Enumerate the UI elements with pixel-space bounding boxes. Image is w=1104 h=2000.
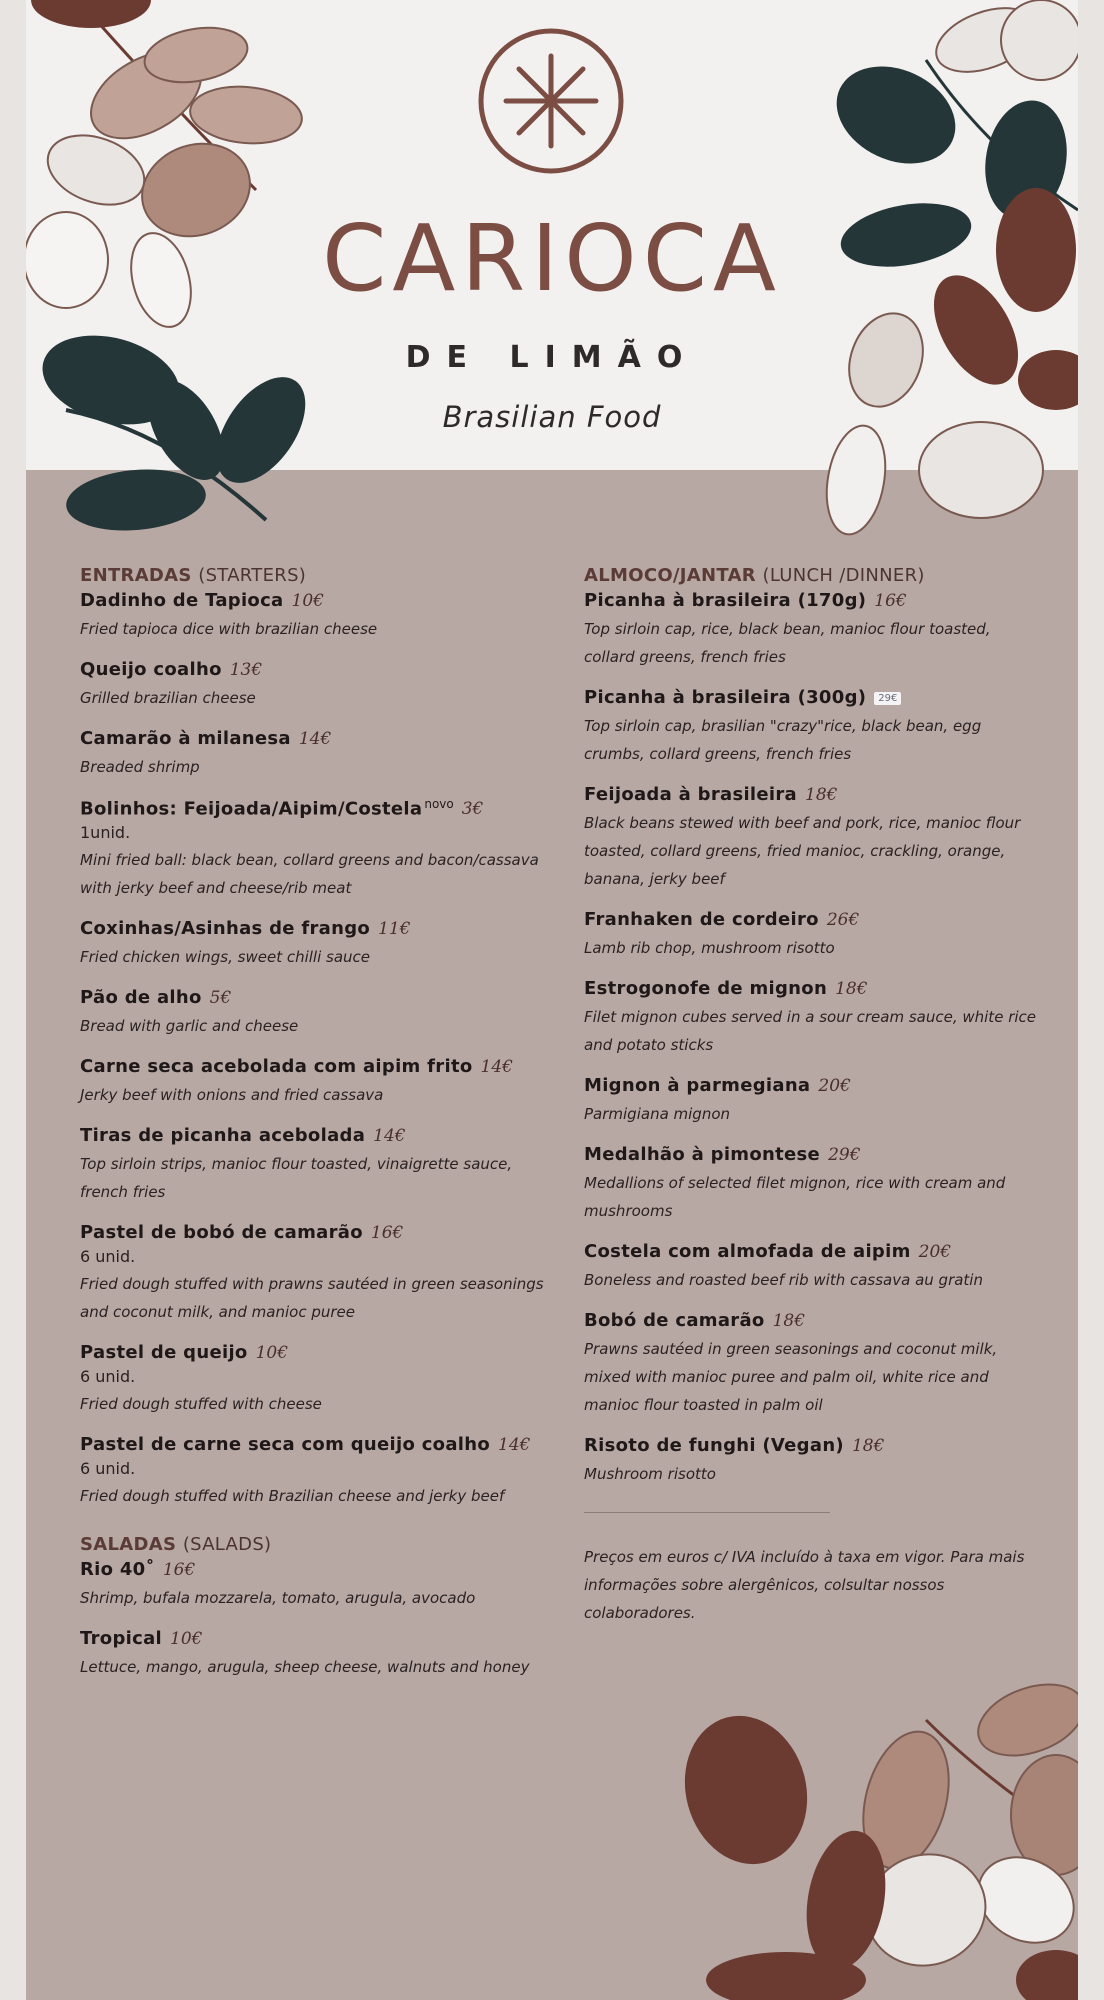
menu-item (584, 978, 1044, 1059)
menu-item-description: Lettuce, mango, arugula, sheep cheese, walnuts and honey (80, 1658, 530, 1677)
menu-item-description: Shrimp, bufala mozzarela, tomato, arugula, avocado (80, 1589, 476, 1608)
menu-item-price: 18€ (835, 979, 868, 999)
menu-item-description: Lamb rib chop, mushroom risotto (584, 939, 835, 957)
menu-item-price: 14€ (498, 1435, 531, 1456)
menu-item-price: 20€ (818, 1076, 851, 1096)
menu-item-header (80, 1342, 560, 1363)
menu-item-header (80, 590, 560, 611)
menu-item-description: Mini fried ball: black bean, collard greens and bacon/cassava with jerky beef and cheese/rib meat (80, 851, 539, 898)
menu-item-name: Pastel de carne seca com queijo coalho (80, 1434, 491, 1456)
menu-item (80, 1342, 560, 1418)
menu-item (584, 1310, 1044, 1419)
menu-item-description: Boneless and roasted beef rib with cassava au gratin (584, 1271, 983, 1289)
menu-item-quantity: 6 unid. (80, 1367, 136, 1387)
section-subtitle: (STARTERS) (198, 565, 307, 586)
menu-item-description: Fried chicken wings, sweet chilli sauce (80, 948, 371, 967)
menu-item-description: Filet mignon cubes served in a sour cream sauce, white rice and potato sticks (584, 1008, 1036, 1054)
section-heading-salads (80, 1534, 560, 1555)
left-column (80, 565, 560, 1681)
menu-item-description: Parmigiana mignon (584, 1105, 731, 1123)
menu-item-description: Medallions of selected filet mignon, rice with cream and mushrooms (584, 1174, 1006, 1220)
menu-item-name: Camarão à milanesa (80, 728, 291, 749)
menu-item-price: 16€ (370, 1223, 404, 1244)
new-tag: novo (424, 797, 454, 811)
section-heading-starters (80, 565, 560, 586)
menu-item (80, 1628, 560, 1681)
menu-item-name: Rio 40˚ (80, 1559, 155, 1581)
menu-item (80, 1125, 560, 1206)
menu-item-header (584, 1241, 1044, 1262)
menu-item-description: Mushroom risotto (584, 1465, 716, 1483)
divider (584, 1512, 830, 1513)
menu-item (584, 1075, 1044, 1128)
menu-item (584, 590, 1044, 671)
menu-item-price: 13€ (229, 660, 263, 680)
menu-item-price: 14€ (480, 1057, 513, 1078)
menu-item-price: 5€ (209, 988, 232, 1009)
menu-item-description: Top sirloin cap, brasilian "crazy"rice, black bean, egg crumbs, collard greens, french fries (584, 717, 982, 763)
menu-item-price: 10€ (291, 591, 324, 611)
menu-item-price: 3€ (461, 799, 484, 820)
menu-item-description: Prawns sautéed in green seasonings and coconut milk, mixed with manioc puree and palm oil, white rice and manioc flour toasted in palm oil (584, 1340, 998, 1414)
restaurant-name: CARIOCA (322, 205, 782, 312)
menu-item-quantity: 6 unid. (80, 1459, 136, 1479)
menu-card (26, 0, 1078, 2000)
menu-item-name: Pastel de queijo (80, 1342, 248, 1364)
menu-item-name: Estrogonofe de mignon (584, 978, 828, 999)
menu-item (584, 687, 1044, 768)
menu-item-header (584, 1310, 1044, 1331)
menu-item-header (584, 978, 1044, 999)
menu-item-quantity: 6 unid. (80, 1247, 136, 1267)
menu-item-name: Queijo coalho (80, 659, 222, 680)
menu-item-price: 29€ (828, 1145, 861, 1165)
menu-item-name: Medalhão à pimontese (584, 1144, 821, 1165)
menu-item-price: 26€ (826, 910, 860, 930)
section-heading-mains (584, 565, 1044, 586)
menu-item (584, 784, 1044, 893)
menu-item (584, 1144, 1044, 1225)
menu-item-header (80, 1056, 560, 1077)
menu-item-price: 16€ (162, 1560, 196, 1581)
starters-list (80, 590, 560, 1510)
menu-item (584, 909, 1044, 962)
menu-item-price: 14€ (298, 729, 332, 749)
right-column (584, 565, 1044, 1627)
menu-item-description: Fried dough stuffed with Brazilian cheese and jerky beef (80, 1487, 505, 1506)
menu-item-header (584, 1435, 1044, 1456)
menu-item-price: 18€ (851, 1436, 885, 1456)
menu-item-price: 14€ (373, 1126, 406, 1147)
menu-item-description: Top sirloin strips, manioc flour toasted, vinaigrette sauce, french fries (80, 1155, 513, 1202)
menu-item (80, 728, 560, 781)
menu-item-description: Top sirloin cap, rice, black bean, manioc flour toasted, collard greens, french fries (584, 620, 991, 666)
section-title: ALMOCO/JANTAR (584, 565, 756, 586)
menu-item (80, 987, 560, 1040)
menu-item-price: 18€ (772, 1311, 806, 1331)
menu-item-header (80, 918, 560, 939)
menu-item-header (584, 1075, 1044, 1096)
leaf-cluster-bottom-right (669, 1671, 1078, 2000)
menu-item-name: Bolinhos: Feijoada/Aipim/Costela (80, 798, 423, 820)
menu-item-name: Risoto de funghi (Vegan) (584, 1435, 844, 1456)
menu-item (80, 918, 560, 971)
menu-item-header (80, 728, 560, 749)
menu-item-price: 11€ (378, 919, 411, 940)
menu-item-name: Tropical (80, 1628, 162, 1650)
menu-item-header (80, 1559, 560, 1580)
menu-item-description: Breaded shrimp (80, 758, 200, 776)
menu-item-name: Pão de alho (80, 987, 202, 1009)
section-subtitle: (LUNCH /DINNER) (762, 565, 925, 586)
menu-item-name: Dadinho de Tapioca (80, 590, 284, 611)
menu-item-header (80, 1125, 560, 1146)
menu-item-header (80, 1628, 560, 1649)
menu-item-header (584, 784, 1044, 805)
menu-item (80, 1056, 560, 1109)
menu-item-name: Costela com almofada de aipim (584, 1241, 911, 1262)
asterisk-sun-icon (474, 24, 628, 178)
menu-item-name: Coxinhas/Asinhas de frango (80, 918, 371, 940)
menu-item-description: Fried dough stuffed with cheese (80, 1395, 322, 1414)
menu-item (584, 1241, 1044, 1294)
menu-item (80, 659, 560, 712)
menu-item-description: Jerky beef with onions and fried cassava (80, 1086, 384, 1105)
menu-item-header (584, 590, 1044, 611)
menu-item (80, 1434, 560, 1510)
menu-item-name: Bobó de camarão (584, 1310, 765, 1331)
menu-item-header (80, 797, 560, 819)
menu-item-price: 18€ (805, 785, 838, 805)
menu-item-header (80, 659, 560, 680)
menu-item-name: Franhaken de cordeiro (584, 909, 819, 930)
menu-item-name: Mignon à parmegiana (584, 1075, 811, 1096)
menu-item (80, 1559, 560, 1612)
menu-item (80, 590, 560, 643)
menu-item-name: Picanha à brasileira (300g) (584, 687, 867, 708)
section-title: SALADAS (80, 1534, 177, 1556)
logo (474, 24, 628, 178)
menu-item-description: Grilled brazilian cheese (80, 689, 256, 707)
menu-item-header (584, 687, 1044, 708)
menu-item-price: 10€ (255, 1343, 289, 1364)
menu-item-description: Fried tapioca dice with brazilian cheese (80, 620, 378, 638)
menu-item-description: Black beans stewed with beef and pork, rice, manioc flour toasted, collard greens, fried manioc, crackling, orange, banana, jerky beef (584, 814, 1021, 888)
restaurant-subtitle: DE LIMÃO (405, 340, 699, 375)
mains-list (584, 590, 1044, 1488)
menu-item-description: Fried dough stuffed with prawns sautéed in green seasonings and coconut milk, and manioc puree (80, 1275, 544, 1322)
menu-item-name: Tiras de picanha acebolada (80, 1125, 366, 1147)
restaurant-tagline: Brasilian Food (442, 400, 662, 434)
menu-item-name: Feijoada à brasileira (584, 784, 798, 805)
menu-item (584, 1435, 1044, 1488)
menu-item-name: Pastel de bobó de camarão (80, 1222, 363, 1244)
menu-item-name: Carne seca acebolada com aipim frito (80, 1056, 473, 1078)
menu-item-price: 20€ (918, 1242, 952, 1262)
menu-item-price: 16€ (874, 591, 907, 611)
menu-item-header (80, 1222, 560, 1243)
menu-item-header (80, 987, 560, 1008)
section-title: ENTRADAS (80, 565, 192, 586)
menu-item-header (584, 1144, 1044, 1165)
menu-item-description: Bread with garlic and cheese (80, 1017, 299, 1036)
menu-item-header (584, 909, 1044, 930)
menu-item-name: Picanha à brasileira (170g) (584, 590, 867, 611)
menu-item-price: 10€ (170, 1629, 203, 1650)
menu-item-quantity: 1unid. (80, 823, 131, 843)
salads-list (80, 1559, 560, 1681)
menu-item (80, 1222, 560, 1326)
section-subtitle: (SALADS) (182, 1534, 272, 1556)
menu-item-header (80, 1434, 560, 1455)
price-sticker: 29€ (874, 692, 901, 705)
menu-item (80, 797, 560, 902)
footer-note: Preços em euros c/ IVA incluído à taxa em vigor. Para mais informações sobre alergênicos, colsultar nossos colaboradores. (584, 1548, 1025, 1622)
